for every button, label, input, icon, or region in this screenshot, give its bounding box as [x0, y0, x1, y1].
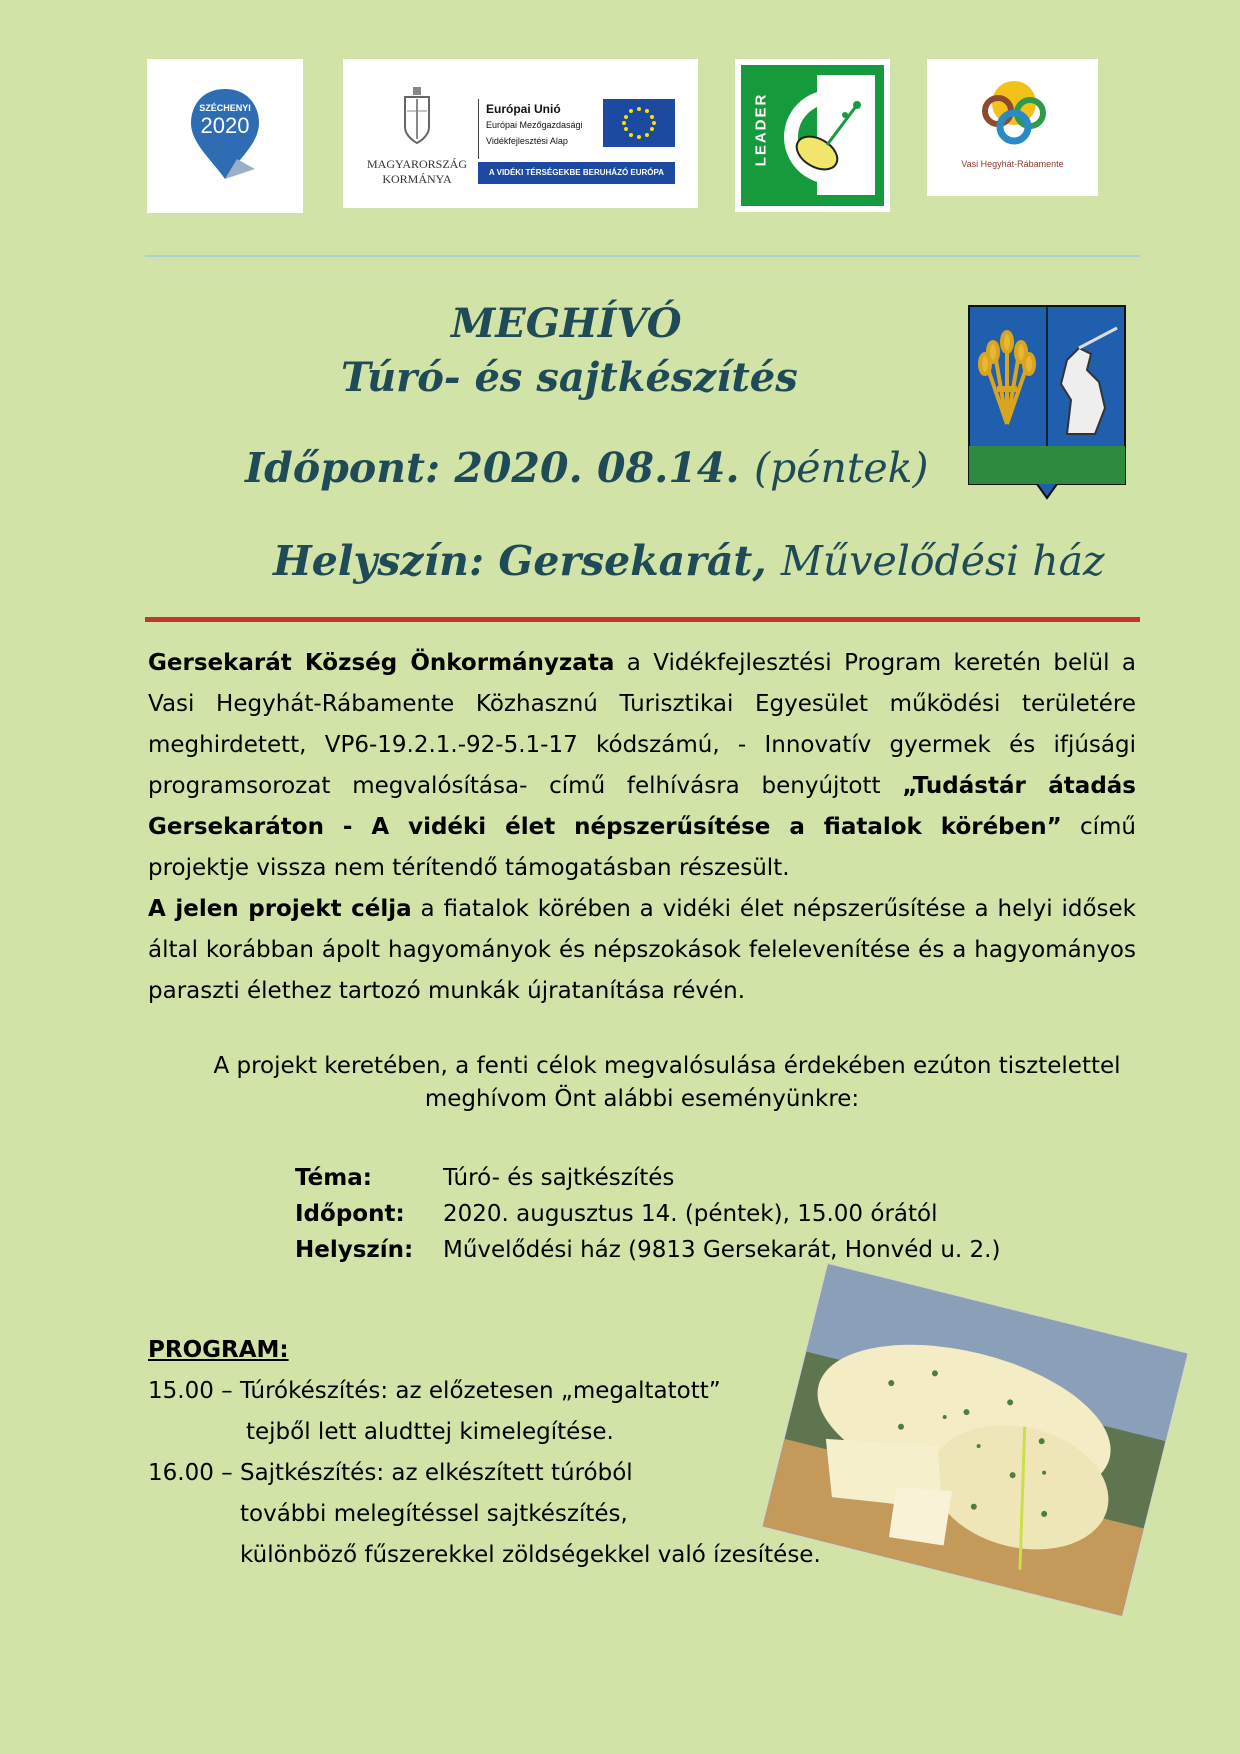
- intro-text: [148, 643, 1136, 1012]
- detail-label: Téma:: [295, 1165, 372, 1191]
- eu-flag-icon: [603, 99, 675, 147]
- detail-value: 2020. augusztus 14. (péntek), 15.00 órától: [443, 1201, 938, 1227]
- event-place-label: Helyszín: Gersekarát,: [273, 537, 767, 585]
- intro-bold-3: A jelen projekt célja: [148, 896, 412, 922]
- intro-bold-2: „Tudástár átadás Gersekaráton - A vidéki élet népszerűsítése a fiatalok körében”: [148, 773, 1136, 840]
- program-section: [148, 1330, 821, 1576]
- szechenyi-label: SZÉCHENYI: [199, 103, 251, 113]
- eu-title: Európai Unió: [486, 102, 561, 116]
- leader-logo: [735, 59, 890, 212]
- program-heading: PROGRAM:: [148, 1337, 289, 1363]
- vasi-hegyhat-logo: [927, 59, 1098, 196]
- intro-paragraph-2: [148, 889, 1136, 1012]
- event-date-label: Időpont: 2020. 08.14.: [245, 444, 740, 492]
- page-subtitle: Túró- és sajtkészítés: [341, 354, 798, 401]
- program-item-1: 15.00 – Túrókészítés: az előzetesen „megaltatott”: [148, 1378, 721, 1404]
- program-item-1-cont: tejből lett aludttej kimelegítése.: [246, 1419, 614, 1445]
- gov-line2: KORMÁNYA: [382, 172, 452, 186]
- program-item-2-cont: különböző fűszerekkel zöldségekkel való ízesítése.: [240, 1542, 821, 1568]
- divider-top: [145, 255, 1140, 257]
- hungarian-coat-of-arms-icon: [401, 87, 433, 147]
- cheese-photo: [763, 1264, 1187, 1615]
- eu-line2: Vidékfejlesztési Alap: [486, 136, 568, 146]
- szechenyi-2020-logo: [147, 59, 303, 213]
- page-title: MEGHÍVÓ: [451, 300, 682, 347]
- invitation-text: [148, 1050, 1136, 1116]
- gersekarat-coat-of-arms-icon: [967, 304, 1127, 500]
- detail-row: [295, 1196, 1000, 1232]
- program-item-2-cont: további melegítéssel sajtkészítés,: [240, 1501, 628, 1527]
- intro-bold-1: Gersekarát Község Önkormányzata: [148, 650, 615, 676]
- detail-value: Túró- és sajtkészítés: [443, 1165, 675, 1191]
- detail-row: [295, 1232, 1000, 1268]
- intro-paragraph-1: [148, 643, 1136, 889]
- szechenyi-year: 2020: [200, 113, 250, 138]
- divider-red: [145, 617, 1140, 622]
- leader-text: LEADER: [752, 92, 770, 167]
- event-place: [273, 537, 1105, 585]
- eu-line1: Európai Mezőgazdasági: [486, 120, 583, 130]
- invitation-line-2: meghívom Önt alábbi eseményünkre:: [424, 1086, 860, 1112]
- intro-text-2: című projektje vissza nem térítendő támogatásban részesült.: [148, 814, 1136, 881]
- invitation-line-1: A projekt keretében, a fenti célok megvalósulása érdekében ezúton tisztelettel: [213, 1053, 1121, 1079]
- detail-row: [295, 1160, 1000, 1196]
- program-item-2: 16.00 – Sajtkészítés: az elkészített túróból: [148, 1460, 633, 1486]
- eu-banner: A VIDÉKI TÉRSÉGEKBE BERUHÁZÓ EURÓPA: [478, 162, 675, 184]
- intro-text-1: a Vidékfejlesztési Program keretén belül a Vasi Hegyhát-Rábamente Közhasznú Turisztikai Egyesület működési területére meghirdetett, VP6-19.2.1.-92-5.1-17 kódszámú, - Innovatív gyermek és ifjúsági programsorozat megvalósítása- című felhívásra benyújtott: [148, 650, 1136, 799]
- event-date: [245, 444, 928, 492]
- detail-label: Időpont:: [295, 1201, 405, 1227]
- event-details: [295, 1160, 1000, 1268]
- leader-plant-icon: [781, 87, 877, 187]
- detail-label: Helyszín:: [295, 1237, 414, 1263]
- eu-government-logo: [343, 59, 698, 208]
- event-place-name: Művelődési ház: [780, 537, 1105, 585]
- vasi-text: Vasi Hegyhát-Rábamente: [961, 159, 1064, 169]
- vasi-swirl-icon: [974, 71, 1054, 151]
- detail-value: Művelődési ház (9813 Gersekarát, Honvéd u. 2.): [443, 1237, 1001, 1263]
- gov-line1: MAGYARORSZÁG: [366, 157, 467, 171]
- event-date-day: (péntek): [753, 444, 929, 492]
- intro-text-3: a fiatalok körében a vidéki élet népszerűsítése a helyi idősek által korábban ápolt hagyományok és népszokások felelevenítése és a hagyományos paraszti élethez tartozó munkák újratanítása révén.: [148, 896, 1136, 1004]
- cheese-illustration: [763, 1264, 1187, 1615]
